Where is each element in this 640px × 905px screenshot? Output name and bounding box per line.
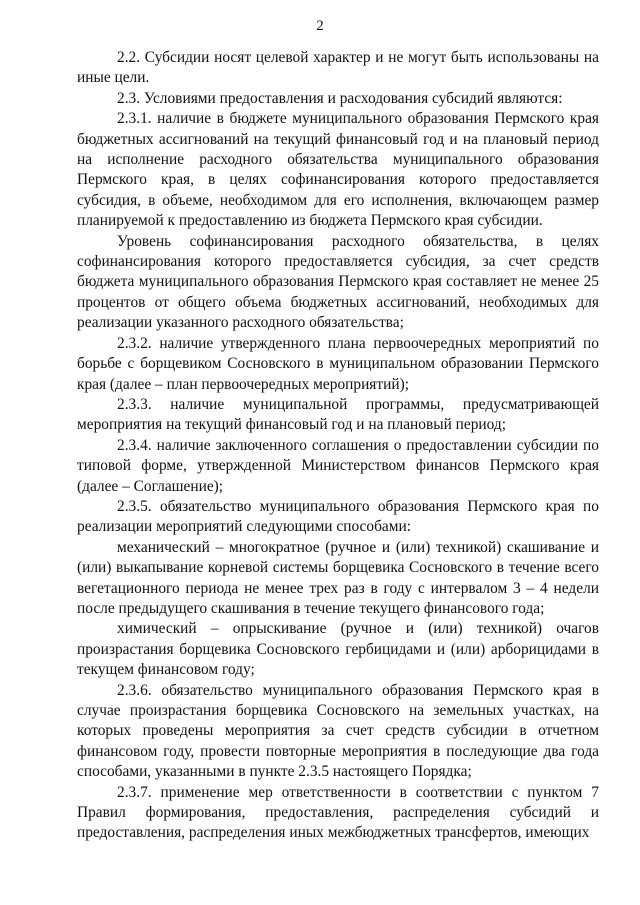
paragraph-2-3-3: 2.3.3. наличие муниципальной программы, предусматривающей мероприятия на текущий финансовый год и на плановый период;	[77, 395, 599, 434]
paragraph-2-3-6: 2.3.6. обязательство муниципального образования Пермского края в случае произрастания борщевика Сосновского на земельных участках, на которых проведены мероприятия за счет средств субсидии в отчетном финансовом году, провести повторные мероприятия в последующие два года способами, указанными в пункте 2.3.5 настоящего Порядка;	[77, 681, 599, 781]
paragraph-cofinancing-level: Уровень софинансирования расходного обязательства, в целях софинансирования которого предоставляется субсидия, за счет средств бюджета муниципального образования Пермского края составляет не менее 25 процентов от общего объема бюджетных ассигнований, необходимых для реализации указанного расходного обязательства;	[77, 232, 599, 332]
paragraph-mechanical-method: механический – многократное (ручное и (или) техникой) скашивание и (или) выкапывание корневой системы борщевика Сосновского в течение всего вегетационного периода не менее трех раз в году с интервалом 3 – 4 недели после предыдущего скашивания в течение текущего финансового года;	[77, 538, 599, 617]
paragraph-2-3-4: 2.3.4. наличие заключенного соглашения о предоставлении субсидии по типовой форме, утвержденной Министерством финансов Пермского края (далее – Соглашение);	[77, 436, 599, 495]
paragraph-2-3-7: 2.3.7. применение мер ответственности в соответствии с пунктом 7 Правил формирования, предоставления, распределения субсидий и предоставления, распределения иных межбюджетных трансфертов, имеющих	[77, 783, 599, 842]
paragraph-chemical-method: химический – опрыскивание (ручное и (или) техникой) очагов произрастания борщевика Сосновского гербицидами и (или) арборицидами в текущем финансовом году;	[77, 620, 599, 679]
paragraph-2-2: 2.2. Субсидии носят целевой характер и не могут быть использованы на иные цели.	[77, 49, 599, 87]
paragraph-2-3-1: 2.3.1. наличие в бюджете муниципального образования Пермского края бюджетных ассигнований на текущий финансовый год и на плановый период на исполнение расходного обязательства муниципального образования Пермского края, в целях софинансирования которого предоставляется субсидия, в объеме, необходимом для его исполнения, включающем размер планируемой к предоставлению из бюджета Пермского края субсидии.	[77, 110, 599, 230]
paragraph-2-3: 2.3. Условиями предоставления и расходования субсидий являются:	[117, 89, 563, 107]
paragraph-2-3-2: 2.3.2. наличие утвержденного плана первоочередных мероприятий по борьбе с борщевиком Сосновского в муниципальном образовании Пермского края (далее – план первоочередных мероприятий);	[77, 334, 599, 393]
document-body	[77, 48, 599, 844]
paragraph-2-3-5: 2.3.5. обязательство муниципального образования Пермского края по реализации мероприятий следующими способами:	[77, 497, 599, 536]
page-number: 2	[316, 18, 324, 34]
